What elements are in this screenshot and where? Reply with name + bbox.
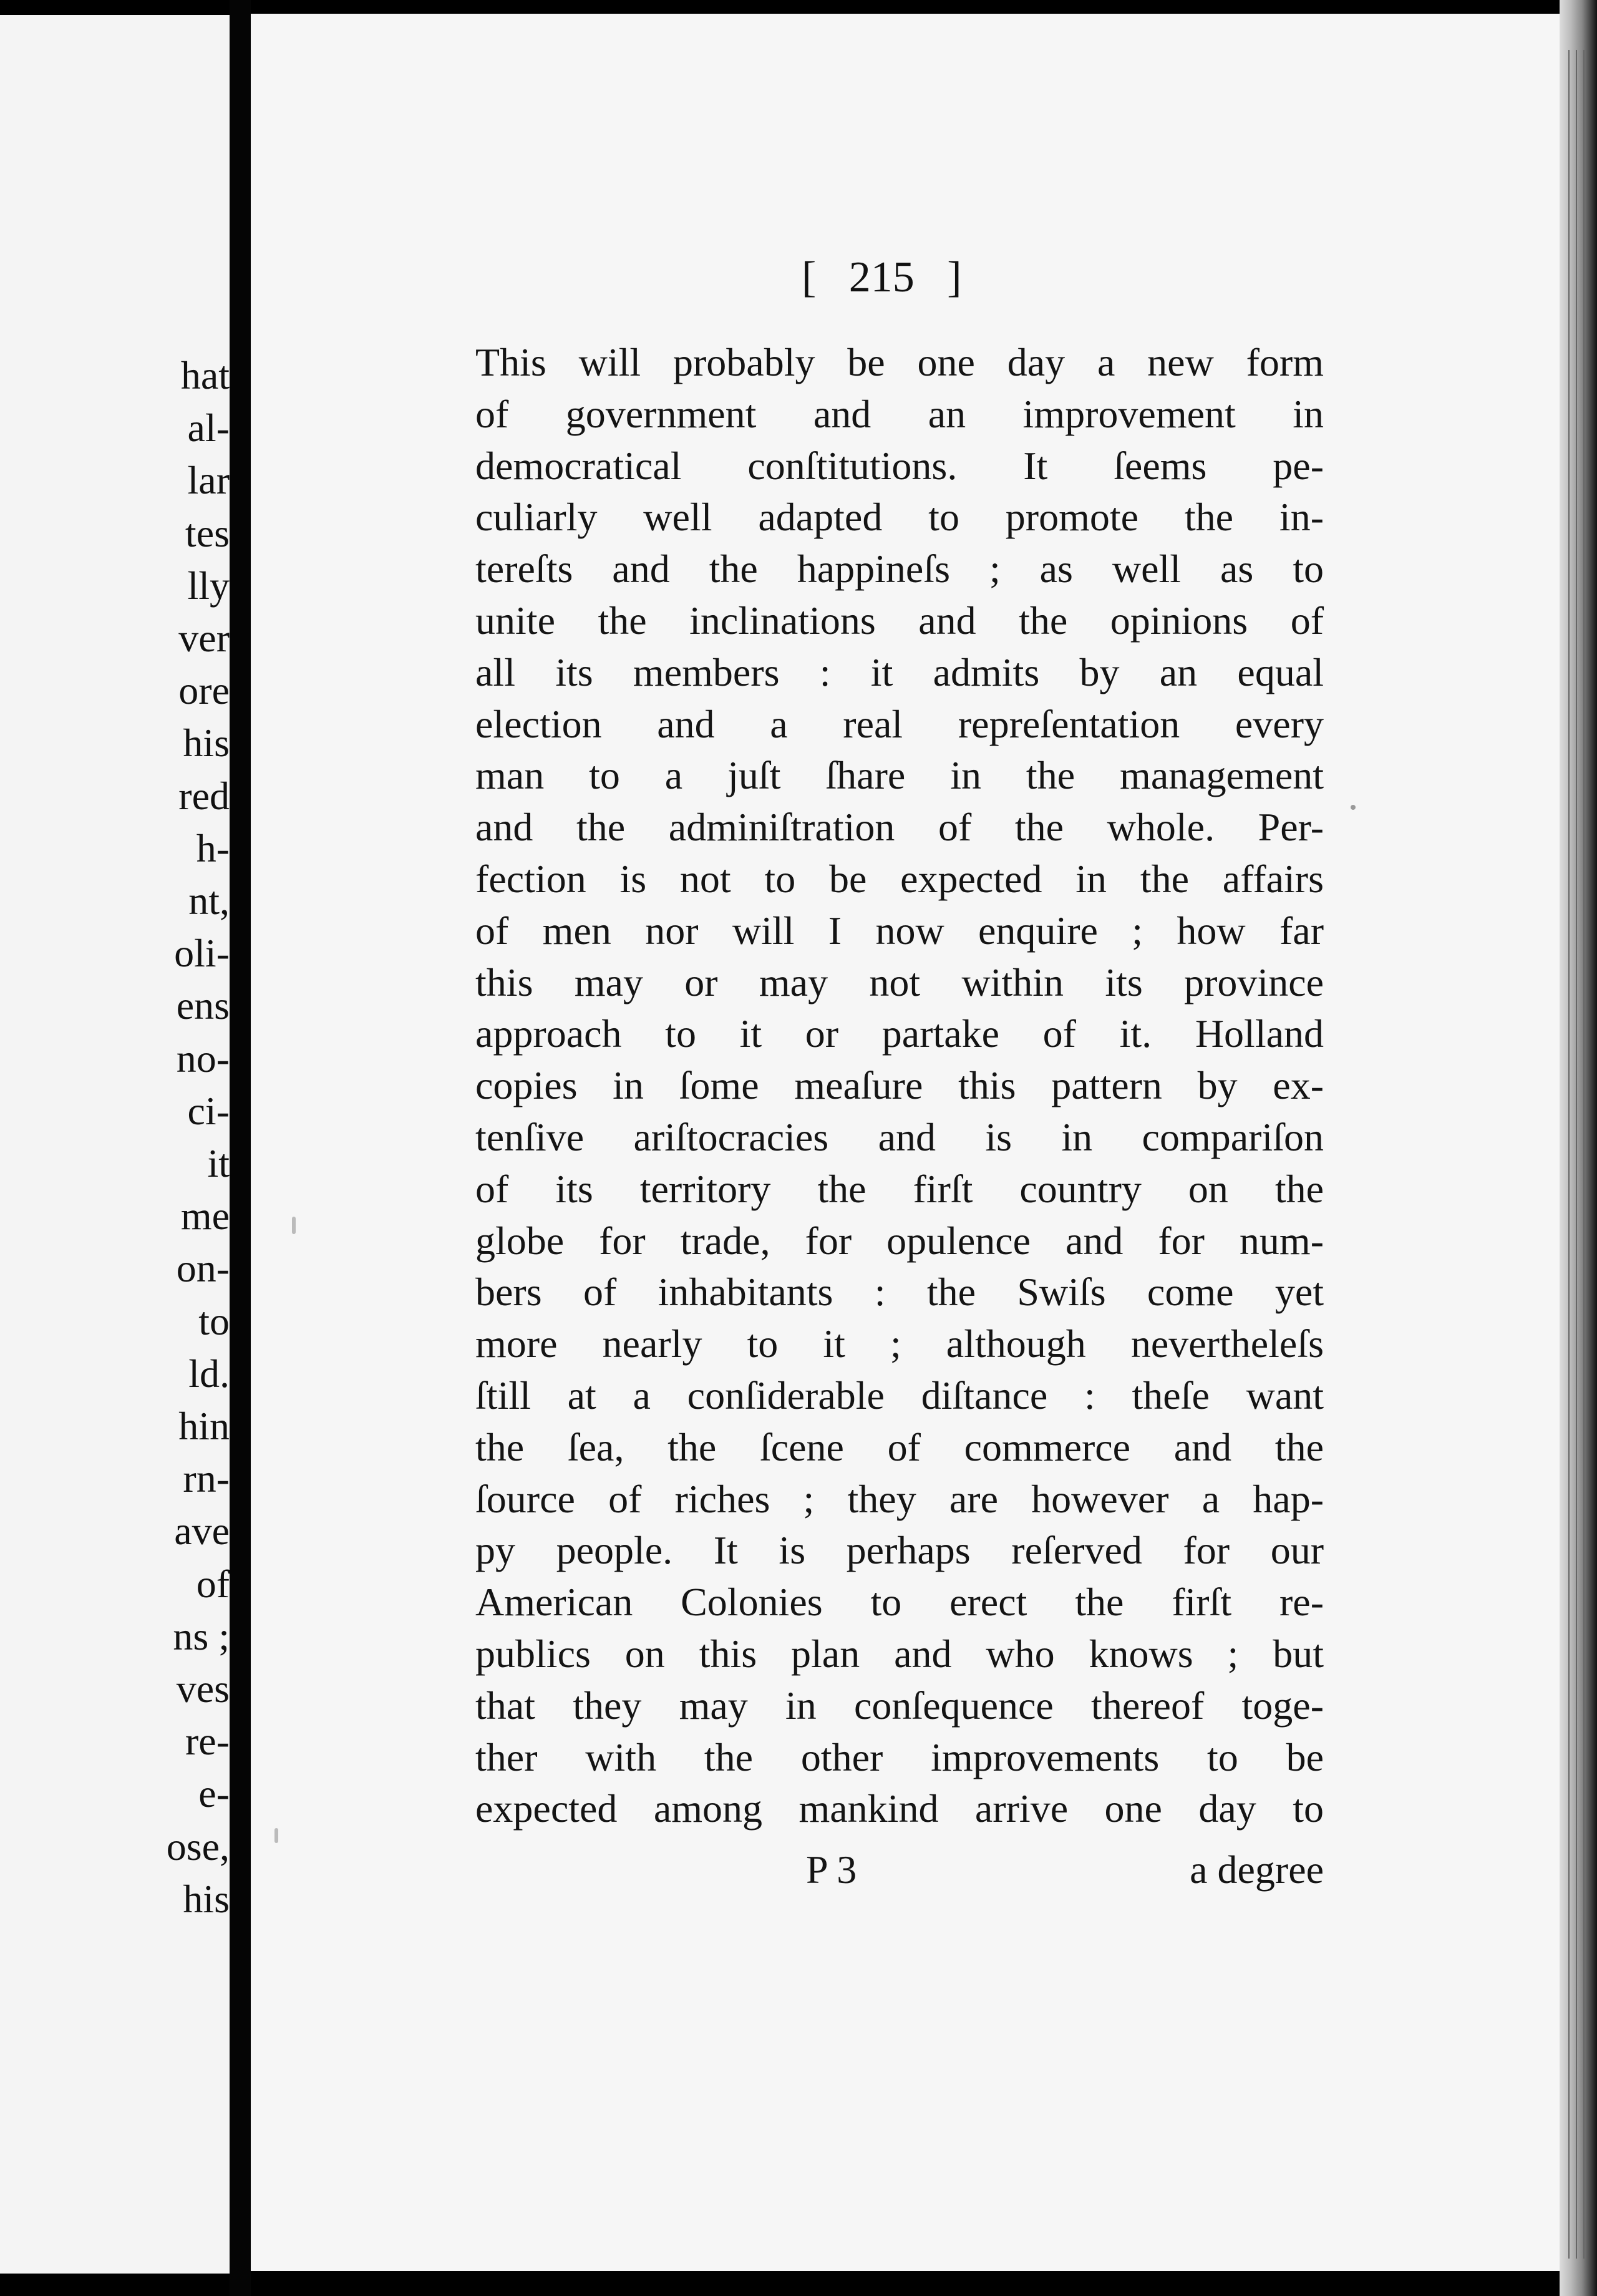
page-edge-line: [1568, 50, 1570, 2259]
body-line: tereſts and the happineſs ; as well as to: [475, 547, 1324, 591]
body-line: ſource of riches ; they are however a hap-: [475, 1476, 1324, 1521]
left-page-fragment: ld.: [188, 1351, 230, 1396]
left-page-fragment: h-: [196, 825, 230, 870]
left-page-fragment: red: [178, 773, 230, 818]
left-page-fragment: oli-: [174, 931, 230, 976]
page-body-text: [475, 337, 1324, 1835]
body-line: fection is not to be expected in the affairs: [475, 856, 1324, 901]
left-page-fragment: to: [198, 1298, 230, 1343]
body-line: expected among mankind arrive one day to: [475, 1786, 1324, 1831]
page-edge-line: [1576, 50, 1577, 2259]
left-page-fragment: tes: [185, 510, 230, 555]
left-page-fragment: ns ;: [173, 1613, 230, 1658]
body-line: of its territory the firſt country on the: [475, 1166, 1324, 1211]
body-line: that they may in conſequence thereof toge-: [475, 1683, 1324, 1728]
page-edge-stack: [1560, 0, 1597, 2296]
left-page-fragment: his: [183, 721, 230, 766]
catchword: a degree: [1190, 1847, 1324, 1892]
left-page-fragment: me: [180, 1194, 230, 1238]
body-line: unite the inclinations and the opinions of: [475, 598, 1324, 643]
body-line: democratical conſtitutions. It ſeems pe-: [475, 443, 1324, 488]
left-page-fragment: ci-: [187, 1088, 230, 1133]
left-page-fragment: ore: [178, 668, 230, 713]
page-edge-line: [1583, 50, 1585, 2259]
left-page-fragment: hin: [178, 1404, 230, 1448]
body-line: copies in ſome meaſure this pattern by ex-: [475, 1063, 1324, 1108]
left-page-fragment: al-: [187, 406, 230, 450]
body-line: the ſea, the ſcene of commerce and the: [475, 1424, 1324, 1469]
body-line: py people. It is perhaps reſerved for our: [475, 1528, 1324, 1573]
paper-speck: [274, 1828, 278, 1843]
body-line: approach to it or partake of it. Holland: [475, 1011, 1324, 1056]
left-page-fragment: ves: [176, 1666, 230, 1711]
left-page-fragment: rn-: [183, 1456, 230, 1501]
previous-page-edge: [0, 15, 230, 2274]
body-line: of men nor will I now enquire ; how far: [475, 908, 1324, 953]
body-line: election and a real repreſentation every: [475, 701, 1324, 746]
left-page-fragment: lly: [187, 563, 230, 608]
left-page-fragment: it: [207, 1141, 230, 1185]
body-line: ther with the other improvements to be: [475, 1734, 1324, 1779]
page-footer: [475, 1847, 1324, 1903]
paper-speck: [292, 1217, 296, 1234]
body-line: American Colonies to erect the firſt re-: [475, 1580, 1324, 1625]
body-line: all its members : it admits by an equal: [475, 649, 1324, 694]
left-page-fragment: hat: [180, 353, 230, 397]
body-line: man to a juſt ſhare in the management: [475, 753, 1324, 798]
left-page-fragment: re-: [185, 1719, 230, 1764]
book-gutter: [230, 0, 251, 2296]
left-page-fragment: on-: [176, 1246, 230, 1291]
body-line: This will probably be one day a new form: [475, 340, 1324, 384]
page-header: [ 215 ]: [802, 253, 962, 301]
left-page-fragment: e-: [198, 1771, 230, 1816]
body-line: globe for trade, for opulence and for num-: [475, 1218, 1324, 1263]
left-page-fragment: lar: [187, 458, 230, 503]
left-page-fragment: ave: [174, 1509, 230, 1554]
left-page-fragment: nt,: [188, 878, 230, 923]
body-line: and the adminiſtration of the whole. Per-: [475, 805, 1324, 850]
body-line: ſtill at a conſiderable diſtance : theſe want: [475, 1373, 1324, 1418]
body-line: more nearly to it ; although nevertheleſs: [475, 1321, 1324, 1366]
body-line: bers of inhabitants : the Swiſs come yet: [475, 1270, 1324, 1315]
left-page-fragment: ose,: [166, 1824, 230, 1869]
left-page-fragment: his: [183, 1876, 230, 1921]
left-page-fragment: of: [196, 1561, 230, 1606]
left-page-fragment: ver: [178, 616, 230, 660]
left-page-fragment: ens: [176, 983, 230, 1028]
body-line: publics on this plan and who knows ; but: [475, 1631, 1324, 1676]
body-line: tenſive ariſtocracies and is in compariſon: [475, 1114, 1324, 1159]
body-line: this may or may not within its province: [475, 960, 1324, 1004]
body-line: culiarly well adapted to promote the in-: [475, 495, 1324, 540]
body-line: of government and an improvement in: [475, 391, 1324, 436]
left-page-fragment: no-: [176, 1036, 230, 1081]
paper-speck: [1351, 805, 1356, 810]
signature-mark: P 3: [806, 1847, 857, 1892]
